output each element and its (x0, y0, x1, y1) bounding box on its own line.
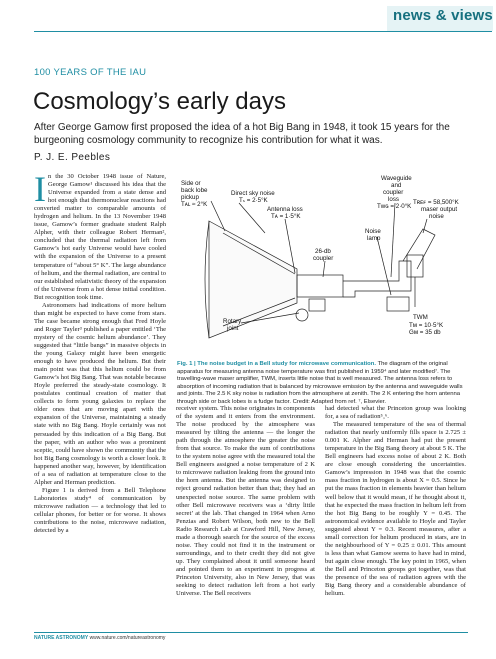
article-kicker: 100 YEARS OF THE IAU (34, 67, 147, 78)
leader-coupler (323, 261, 325, 277)
label-waveguide-5: Tᴡɢ = 2·0°K (377, 203, 412, 210)
footer-rule (34, 632, 468, 633)
paragraph: Astronomers had indications of more helium than might be expected to have come from stars. The case became strong enough that Fred Hoyle and Roger Tayler³ published a paper entitled ‘The mystery of the cosmic helium abundance’. They suggested that “little bangs” in massive objects in the young Galaxy might have been energetic enough to have produced the helium. But their main point was that this helium could be from Gamow’s hot Big Bang. That was notable because Hoyle preferred the steady-state cosmology. It postulates continual creation of matter that collects to form young galaxies to replace the older ones that are moving apart with the expansion of the Universe, maintaining a steady state with no Big Bang. Hoyle certainly was not persuaded by this indication of a Big Bang. But the paper, with an author who was a prominent sceptic, could have shown the community that the hot Big Bang cosmology is worth a closer look. It happened another way, however, by identification of a sea of radiation at temperature close to the Alpher and Herman prediction. (34, 301, 166, 486)
label-tref-2: maser output (421, 206, 458, 213)
label-rotary-2: joint (227, 325, 239, 332)
body-column-2 (176, 405, 315, 598)
article-author: P. J. E. Peebles (34, 152, 111, 163)
horn-aperture (205, 221, 209, 338)
label-tm: Tᴍ = 10·5°K (409, 322, 444, 329)
label-waveguide-1: Waveguide (381, 175, 412, 182)
antenna-noise-diagram (177, 173, 469, 361)
label-waveguide-3: coupler (383, 189, 404, 196)
label-gm: Gᴍ = 35 db (409, 329, 441, 336)
body-column-1 (34, 169, 166, 535)
label-sky-1: Direct sky noise (231, 190, 275, 197)
figure-caption (177, 361, 467, 407)
leader-waveguide (391, 203, 395, 277)
label-side-lobe-2: back lobe (181, 187, 208, 194)
figure-caption-label: Fig. 1 | The noise budget in a Bell study for microwave communication. (177, 361, 377, 367)
paragraph: had detected what the Princeton group was looking for, a sea of radiation⁵‚⁶. (325, 405, 466, 421)
paragraph: The measured temperature of the sea of thermal radiation that nearly uniformly fills space is 2.725 ± 0.001 K. Alpher and Herman had put the present temperature in the Big Bang theory at about 5 K. The Bell engineers had excess noise of about 2 K. Both are close enough considering the uncertainties. Gamow’s impression in 1948 was that the cosmic mass fraction in hydrogen is about X = 0.5. Since he put the mass fraction in elements heavier than helium well below that it would mean, if he thought about it, that he expected the mass fraction in helium left from the hot Big Bang to be roughly Y = 0.45. The astronomical evidence available to Hoyle and Tayler suggested about Y = 0.3. Recent measures, after a small correction for helium produced in stars, are in the neighbourhood of Y = 0.25 ± 0.01. This amount is less than what Gamow seems to have had in mind, but again close enough. The key point in 1965, when the Bell and Princeton groups got together, was that the presence of the sea of radiation agrees with the Big Bang theory and a considerable abundance of helium. (325, 421, 466, 598)
label-waveguide-4: loss (388, 196, 400, 203)
article-title: Cosmology’s early days (33, 88, 286, 115)
waveguide-run (343, 261, 411, 297)
leader-noise-lamp (377, 237, 391, 295)
label-loss-2: Tᴀ = 1·5°K (271, 213, 301, 220)
label-coupler-2: coupler (313, 255, 334, 262)
paragraph: Figure 1 is derived from a Bell Telephone Laboratories study⁴ of communication by microwave radiation — a technology that led to cellular phones, for better or for worse. It shows contributions to the noise, microwave radiation, detected by a (34, 486, 166, 535)
journal-url[interactable]: www.nature.com/natureastronomy (89, 635, 166, 641)
label-tref-3: noise (429, 213, 444, 220)
drop-cap: I (34, 169, 46, 209)
header-rule (34, 31, 492, 32)
waveguide-section (297, 275, 343, 297)
rotary-joint-shape (296, 309, 308, 321)
label-tref-1: Tʀᴇꜰ = 58,500°K (413, 199, 459, 206)
body-column-3 (325, 405, 466, 598)
label-sky-2: Tₛ = 2·5°K (239, 197, 268, 204)
section-label: news & views (393, 7, 493, 24)
label-noise-lamp-1: Noise (365, 228, 381, 235)
label-loss-1: Antenna loss (267, 206, 303, 213)
paragraph: receiver system. This noise originates in components of the system and it enters from the environment. The noise produced by the atmosphere was measured by tilting the antenna — the longer the path through the atmosphere the greater the noise from that source. To make the sum of contributions to the system noise agree with the measured total the Bell engineers assigned a noise temperature of 2 K to microwave radiation leaking from the ground into the horn antenna. But the antenna was designed to reject ground radiation better than that; they had an unexpected noise source. The same problem with other Bell microwave receivers was a ‘dirty little secret’ at the lab. That changed in 1964 when Arno Penzias and Robert Wilson, both new to the Bell Radio Research Lab at Crawford Hill, New Jersey, made a thorough search for the source of the excess noise. They could not find it in the instrument or surroundings, and to their credit they did not give up. They complained about it until someone heard and pointed them to an experiment in progress at Princeton University, also in New Jersey, that was seeking to detect radiation left from a hot early Universe. The Bell receivers (176, 405, 315, 598)
label-side-lobe-1: Side or (181, 180, 201, 187)
leader-sky (239, 203, 265, 233)
label-side-lobe-4: Tᴀʟ ≈ 2°K (181, 201, 208, 208)
noise-lamp-box (387, 297, 409, 311)
paragraph: In the 30 October 1948 issue of Nature, George Gamow¹ discussed his idea that the Universe expanded from a state dense and hot enough that thermonuclear reactions had converted matter to comparable amounts of hydrogen and helium. In the 13 November 1948 issue, Gamow’s former graduate student Ralph Alpher, with their colleague Robert Herman², concluded that the thermal radiation left from Gamow’s hot early Universe would have cooled with the expansion of the Universe to a present temperature of “about 5° K”. The large abundance of helium, and the thermal radiation, are central to our established relativistic theory of the expansion of the Universe from a hot dense initial condition. But recognition took time. (34, 169, 166, 301)
figure-caption-text: The diagram of the original apparatus for measuring antenna noise temperature was first published in 1959⁴ and later modified⁷. The travelling-wave maser amplifier, TWM, inserts little noise that is well measured. The antenna loss refers to absorption of incoming radiation that is balanced by microwave emission by the antenna and waveguide walls and joints. The 2.5 K sky noise is radiation from the atmosphere at zenith. The 2 K entering the horn antenna through side or back lobes is a fudge factor. Credit: Adapted from ref. ⁷, Elsevier. (177, 361, 463, 405)
article-standfirst: After George Gamow first proposed the idea of a hot Big Bang in 1948, it took 15 years for the burgeoning cosmology community to recognize his contribution for what it was. (34, 122, 450, 146)
label-twm: TWM (413, 314, 428, 321)
twm-box (407, 255, 423, 277)
maser-waveguide (403, 229, 435, 269)
label-coupler-1: 26-db (315, 248, 331, 255)
label-side-lobe-3: pickup (181, 194, 199, 201)
label-waveguide-2: and (391, 182, 402, 189)
footer-journal (34, 635, 165, 641)
journal-name: NATURE ASTRONOMY (34, 635, 89, 641)
label-rotary-1: Rotary (223, 318, 242, 325)
label-noise-lamp-2: lamp (367, 235, 381, 242)
coupler-box (309, 299, 325, 311)
